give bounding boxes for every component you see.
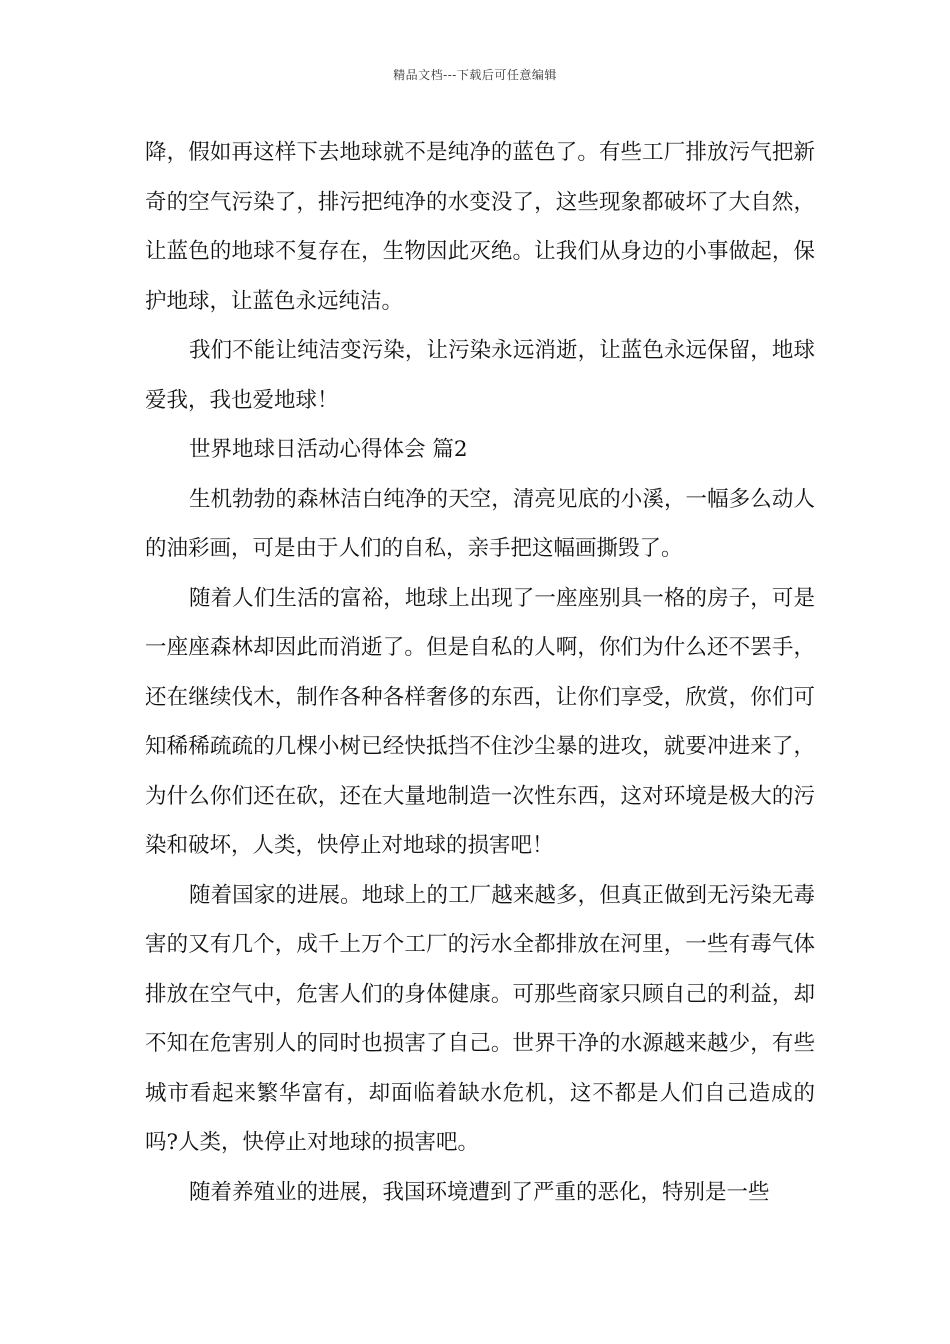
page-header: 精品文档---下载后可任意编辑 [393,68,557,82]
paragraph-3: 生机勃勃的森林洁白纯净的天空，清亮见底的小溪，一幅多么动人的油彩画，可是由于人们的自私，亲手把这幅画撕毁了。 [145,486,815,561]
paragraph-4: 随着人们生活的富裕，地球上出现了一座座别具一格的房子，可是一座座森林却因此而消逝了。但是自私的人啊，你们为什么还不罢手，还在继续伐木，制作各种各样奢侈的东西，让你们享受，欣赏，你们可知稀稀疏疏的几棵小树已经快抵挡不住沙尘暴的进攻，就要冲进来了，为什么你们还在砍，还在大量地制造一次性东西，这对环境是极大的污染和破坏，人类，快停止对地球的损害吧！ [145,585,815,858]
paragraph-6: 随着养殖业的进展，我国环境遭到了严重的恶化，特别是一些 [189,1179,770,1205]
section-heading: 世界地球日活动心得体会 篇2 [189,437,468,462]
paragraph-1: 降，假如再这样下去地球就不是纯净的蓝色了。有些工厂排放污气把新奇的空气污染了，排污把纯净的水变没了，这些现象都破坏了大自然，让蓝色的地球不复存在，生物因此灭绝。让我们从身边的小事做起，保护地球，让蓝色永远纯洁。 [145,140,815,314]
document-body [145,128,815,1217]
paragraph-2: 我们不能让纯洁变污染，让污染永远消逝，让蓝色永远保留，地球爱我，我也爱地球！ [145,338,815,413]
paragraph-5: 随着国家的进展。地球上的工厂越来越多，但真正做到无污染无毒害的又有几个，成千上万个工厂的污水全都排放在河里，一些有毒气体排放在空气中，危害人们的身体健康。可那些商家只顾自己的利益，却不知在危害别人的同时也损害了自己。世界干净的水源越来越少，有些城市看起来繁华富有，却面临着缺水危机，这不都是人们自己造成的吗?人类，快停止对地球的损害吧。 [145,882,815,1155]
